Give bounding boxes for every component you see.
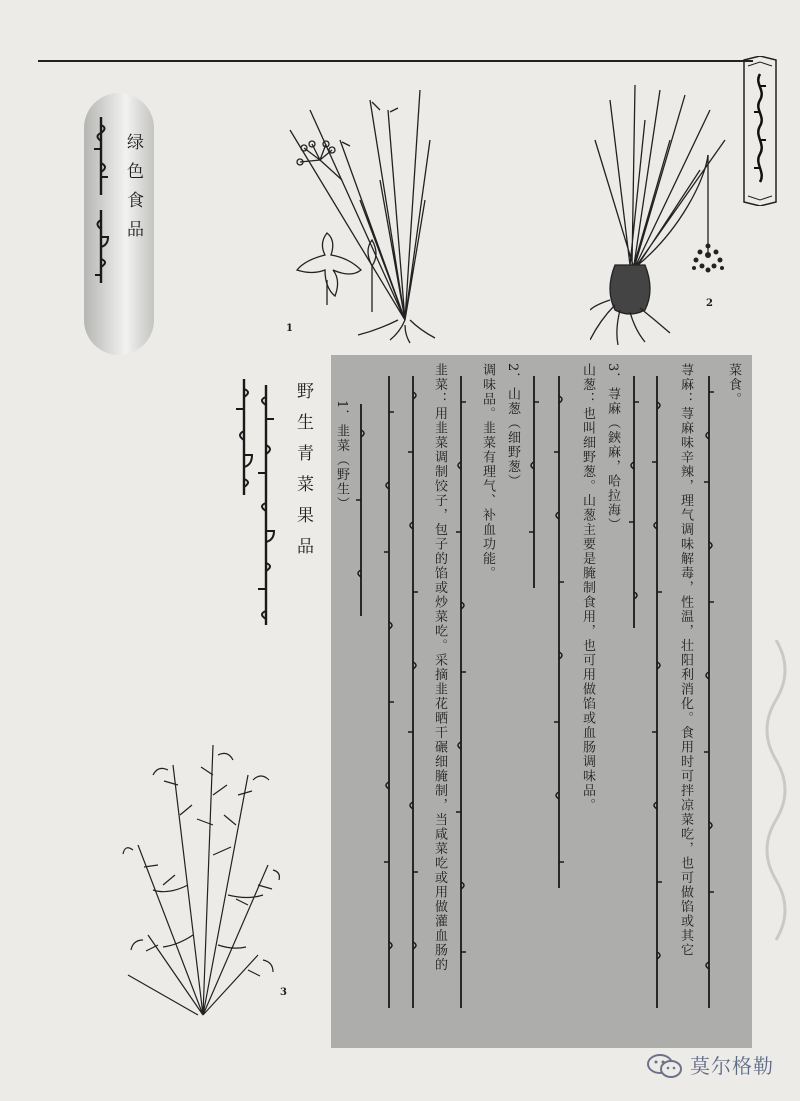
plant-illustration-3-icon (118, 735, 288, 1025)
bleed-through-ornament-icon (752, 640, 800, 970)
mongolian-script-column (452, 372, 470, 1012)
section-title (286, 382, 320, 568)
figure-number-1: 1 (286, 323, 293, 334)
text-column: 荨麻：荨麻味辛辣，理气调味解毒，性温，壮阳利消化。食用时可拌凉菜吃，也可做馅或其它 (678, 363, 693, 958)
mongolian-script-column (700, 372, 718, 1012)
figure-number-2: 2 (706, 298, 713, 309)
wechat-icon (646, 1052, 684, 1080)
text-column: 韭菜：用韭菜调制饺子，包子的馅或炒菜吃。采摘韭花晒干碾细腌制，当咸菜吃或用做灌血肠的 (432, 363, 447, 972)
plant-illustration-2-icon (590, 80, 745, 350)
mongolian-script-column (352, 400, 370, 620)
mongolian-script-column (550, 372, 568, 892)
text-column: 1．韭菜（野生） (334, 400, 349, 512)
figure-number-3: 3 (280, 987, 287, 998)
plant-illustration-1-icon (280, 80, 440, 345)
mongolian-script-column (404, 372, 422, 1012)
text-column: 调味品。韭菜有理气、补血功能。 (480, 363, 495, 581)
side-tag-label (118, 133, 147, 249)
top-rule (38, 60, 753, 62)
mongolian-script-column (625, 372, 643, 632)
text-column: 山葱：也叫细野葱。山葱主要是腌制食用，也可用做馅或血肠调味品。 (580, 363, 595, 813)
mongolian-script-title (230, 375, 280, 630)
corner-ornament-icon (742, 56, 778, 206)
watermark-text: 莫尔格勒 (690, 1054, 774, 1078)
mongolian-script-column (380, 372, 398, 1012)
text-column: 3．荨麻（鋏麻，哈拉海） (605, 363, 620, 533)
mongolian-script-column (525, 372, 543, 592)
section-title-text: 野生青菜果品 (293, 382, 313, 568)
mongolian-script-column (648, 372, 666, 1012)
text-column: 2．山葱（细野葱） (505, 363, 520, 489)
text-column: 菜食。 (726, 363, 741, 407)
side-tag-text: 绿色食品 (123, 133, 143, 249)
mongolian-script-tag (88, 115, 114, 285)
